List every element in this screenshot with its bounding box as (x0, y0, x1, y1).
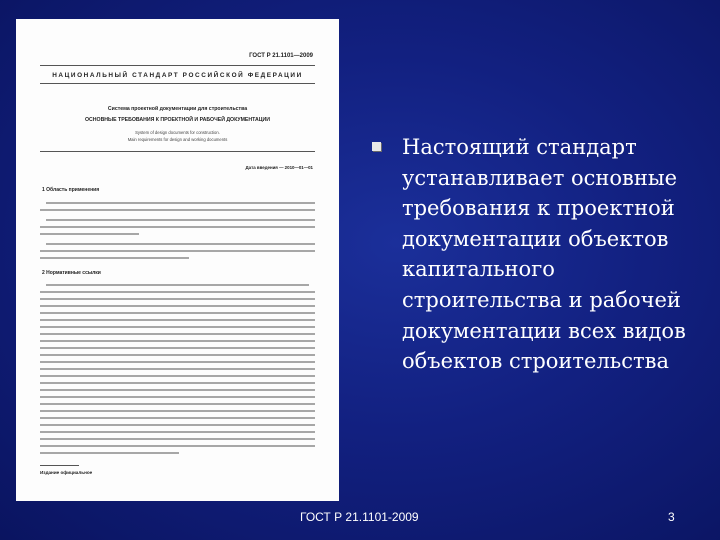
doc-text-line (40, 347, 315, 349)
doc-text-line (40, 424, 315, 426)
footer-document-code: ГОСТ Р 21.1101-2009 (300, 510, 419, 524)
doc-text-line (40, 312, 315, 314)
doc-text-line (40, 389, 315, 391)
doc-text-line (40, 403, 315, 405)
doc-intro-date: Дата введения — 2010—01—01 (245, 165, 313, 170)
doc-text-line (40, 445, 315, 447)
doc-text-line (40, 452, 179, 454)
doc-section-1-heading: 1 Область применения (42, 187, 100, 193)
doc-text-line (40, 417, 315, 419)
doc-footer-divider (40, 465, 79, 466)
doc-text-line (40, 226, 315, 228)
bullet-text: Настоящий стандарт устанавливает основные требования к проектной документации объектов капитального строительства и рабочей документации всех видов объектов строительства (402, 135, 686, 374)
square-bullet-icon (372, 142, 381, 151)
doc-text-line (40, 438, 315, 440)
doc-text-line (40, 354, 315, 356)
doc-divider (40, 83, 315, 84)
doc-english-title-2: Main requirements for design and working documents (127, 137, 228, 142)
doc-text-line (40, 382, 315, 384)
doc-text-line (40, 233, 139, 235)
doc-text-line (40, 361, 315, 363)
page-number: 3 (668, 510, 675, 524)
doc-section-2-heading: 2 Нормативные ссылки (42, 270, 101, 276)
doc-text-line (46, 243, 315, 245)
doc-text-line (40, 396, 315, 398)
doc-text-line (40, 319, 315, 321)
doc-text-line (40, 333, 315, 335)
doc-divider (40, 151, 315, 152)
doc-system-title: Система проектной документации для строительства (107, 106, 248, 112)
doc-header-code: ГОСТ Р 21.1101—2009 (249, 53, 313, 59)
doc-text-line (46, 202, 315, 204)
doc-text-line (46, 284, 309, 286)
doc-text-line (40, 209, 315, 211)
doc-footer-label: Издание официальное (40, 470, 93, 475)
doc-text-line (46, 219, 315, 221)
doc-text-line (40, 340, 315, 342)
doc-text-line (40, 431, 315, 433)
bullet-item (372, 132, 702, 377)
doc-text-line (40, 257, 189, 259)
doc-divider (40, 65, 315, 66)
doc-text-line (40, 298, 315, 300)
doc-english-title-1: System of design documents for construction. (135, 130, 220, 135)
standard-page-image (16, 19, 339, 501)
doc-national-standard: НАЦИОНАЛЬНЫЙ СТАНДАРТ РОССИЙСКОЙ ФЕДЕРАЦИИ (52, 72, 303, 79)
doc-text-line (40, 305, 315, 307)
bullet-list (372, 132, 702, 377)
doc-text-line (40, 368, 315, 370)
doc-text-line (40, 291, 315, 293)
doc-main-title: ОСНОВНЫЕ ТРЕБОВАНИЯ К ПРОЕКТНОЙ И РАБОЧЕЙ ДОКУМЕНТАЦИИ (85, 117, 270, 123)
doc-text-line (40, 375, 315, 377)
doc-text-line (40, 410, 315, 412)
doc-text-line (40, 250, 315, 252)
doc-text-line (40, 326, 315, 328)
